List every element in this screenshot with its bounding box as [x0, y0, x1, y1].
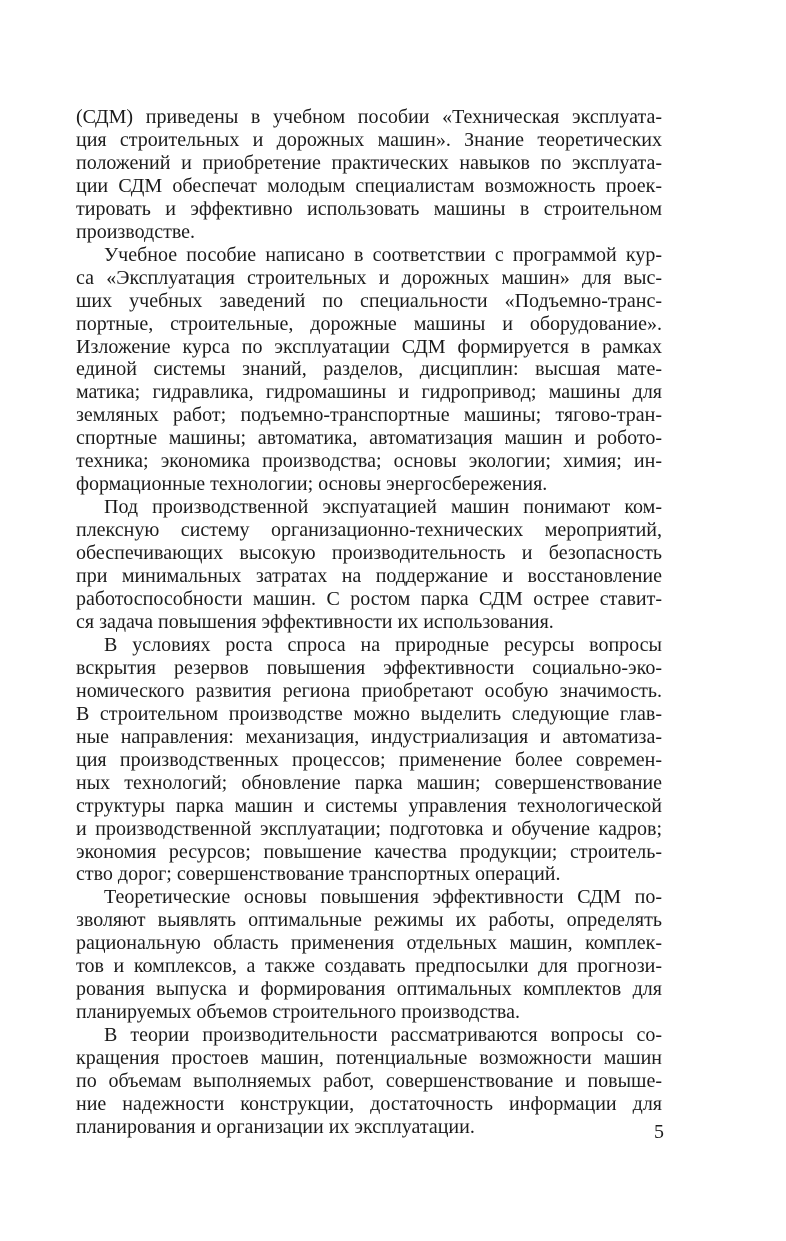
- text-line: при минимальных затратах на поддержание и восстановление: [76, 565, 662, 588]
- text-line: Изложение курса по эксплуатации СДМ формируется в рамках: [76, 335, 662, 358]
- text-line: спортные машины; автоматика, автоматизация машин и робото-: [76, 427, 662, 450]
- text-line: тировать и эффективно использовать машины в строительном: [76, 197, 662, 220]
- text-line: ция производственных процессов; применение более современ-: [76, 748, 662, 771]
- paragraph-1: [76, 106, 662, 244]
- text-line: техника; экономика производства; основы экологии; химия; ин-: [76, 450, 662, 473]
- text-line: В условиях роста спроса на природные ресурсы вопросы: [104, 633, 662, 656]
- text-line: номического развития региона приобретают особую значимость.: [76, 679, 662, 702]
- text-line: ство дорог; совершенствование транспортных операций.: [76, 863, 561, 886]
- text-line: матика; гидравлика, гидромашины и гидропривод; машины для: [76, 381, 662, 404]
- text-line: ся задача повышения эффективности их использования.: [76, 610, 554, 633]
- text-line: са «Эксплуатация строительных и дорожных машин» для выс-: [76, 266, 662, 289]
- text-line: Учебное пособие написано в соответствии с программой кур-: [104, 243, 662, 266]
- text-line: работоспособности машин. С ростом парка СДМ острее ставит-: [76, 588, 662, 611]
- text-line: рациональную область применения отдельных машин, комплек-: [76, 932, 662, 955]
- text-line: портные, строительные, дорожные машины и оборудование».: [76, 312, 662, 335]
- text-line: (СДМ) приведены в учебном пособии «Техническая эксплуата-: [76, 106, 662, 128]
- page-number: 5: [654, 1121, 664, 1143]
- text-line: В теории производительности рассматриваются вопросы со-: [104, 1024, 662, 1047]
- paragraph-5: [76, 886, 662, 1024]
- text-line: производстве.: [76, 220, 196, 243]
- text-line: экономия ресурсов; повышение качества продукции; строитель-: [76, 840, 662, 863]
- paragraph-6: [76, 1024, 662, 1139]
- text-line: структуры парка машин и системы управления технологической: [76, 794, 662, 817]
- text-line: В строительном производстве можно выделить следующие глав-: [76, 702, 662, 725]
- text-line: зволяют выявлять оптимальные режимы их работы, определять: [76, 909, 662, 932]
- text-line: обеспечивающих высокую производительность и безопасность: [76, 542, 662, 565]
- paragraph-4: [76, 634, 662, 886]
- text-line: планируемых объемов строительного производства.: [76, 1001, 520, 1024]
- text-line: рования выпуска и формирования оптимальных комплектов для: [76, 978, 662, 1001]
- text-line: ние надежности конструкции, достаточность информации для: [76, 1092, 662, 1115]
- text-line: Теоретические основы повышения эффективности СДМ по-: [104, 886, 662, 909]
- text-line: тов и комплексов, а также создавать предпосылки для прогнози-: [76, 955, 662, 978]
- text-line: ные направления: механизация, индустриализация и автоматиза-: [76, 725, 662, 748]
- text-line: единой системы знаний, разделов, дисциплин: высшая мате-: [76, 358, 662, 381]
- paragraph-3: [76, 496, 662, 634]
- text-line: положений и приобретение практических навыков по эксплуата-: [76, 151, 662, 174]
- paragraph-2: [76, 244, 662, 496]
- text-line: вскрытия резервов повышения эффективности социально-эко-: [76, 656, 662, 679]
- text-line: ция строительных и дорожных машин». Знание теоретических: [76, 128, 662, 151]
- text-line: и производственной эксплуатации; подготовка и обучение кадров;: [76, 817, 662, 840]
- text-line: формационные технологии; основы энергосбережения.: [76, 473, 548, 496]
- text-line: по объемам выполняемых работ, совершенствование и повыше-: [76, 1070, 662, 1093]
- body-text: [76, 106, 662, 1139]
- text-line: плексную систему организационно-технических мероприятий,: [76, 519, 662, 542]
- text-line: ших учебных заведений по специальности «Подъемно-транс-: [76, 289, 662, 312]
- text-line: кращения простоев машин, потенциальные возможности машин: [76, 1047, 662, 1070]
- text-line: ных технологий; обновление парка машин; совершенствование: [76, 771, 662, 794]
- text-line: Под производственной экспуатацией машин понимают ком-: [104, 496, 662, 519]
- text-line: земляных работ; подъемно-транспортные машины; тягово-тран-: [76, 404, 662, 427]
- text-line: ции СДМ обеспечат молодым специалистам возможность проек-: [76, 174, 662, 197]
- text-line: планирования и организации их эксплуатации.: [76, 1115, 475, 1138]
